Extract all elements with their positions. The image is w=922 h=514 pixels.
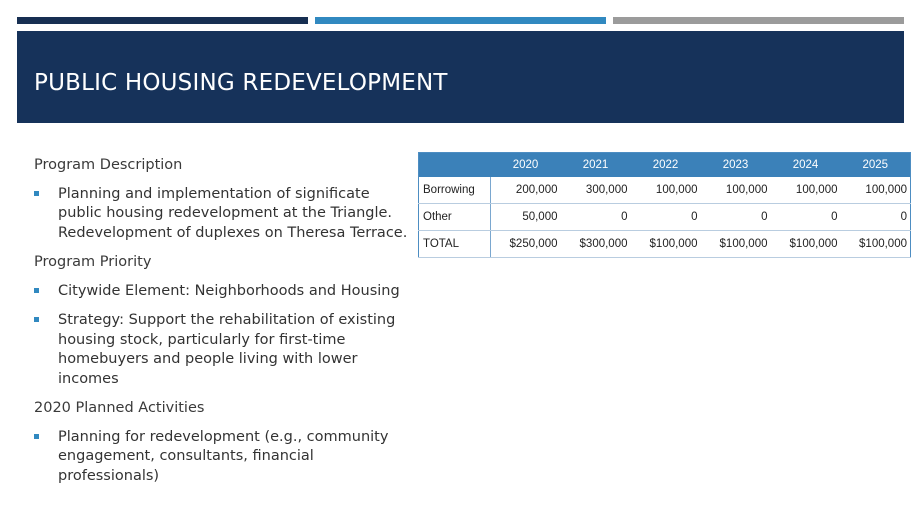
program-priority-list — [34, 282, 414, 390]
table-cell: 0 — [561, 204, 631, 231]
table-cell: $100,000 — [701, 231, 771, 258]
table-cell: 50,000 — [491, 204, 561, 231]
table-cell: 0 — [771, 204, 841, 231]
bullet-square-icon — [34, 317, 39, 322]
table-cell: 0 — [701, 204, 771, 231]
table-header-cell: 2023 — [701, 153, 771, 178]
bullet-text: Citywide Element: Neighborhoods and Housing — [58, 282, 400, 299]
list-item — [34, 282, 414, 302]
table-header-cell: 2020 — [491, 153, 561, 178]
accent-bar-dark — [17, 17, 308, 24]
bullet-square-icon — [34, 434, 39, 439]
bullet-text: Planning for redevelopment (e.g., community engagement, consultants, financial professionals) — [58, 428, 389, 484]
accent-bar-gray — [613, 17, 904, 24]
list-item — [34, 428, 414, 487]
table-header-cell: 2024 — [771, 153, 841, 178]
table-row-label: Other — [419, 204, 491, 231]
table-header-cell: 2021 — [561, 153, 631, 178]
bullet-text: Strategy: Support the rehabilitation of existing housing stock, particularly for first-time homebuyers and people living with lower incomes — [58, 312, 396, 387]
table-cell: $100,000 — [631, 231, 701, 258]
table-cell: 200,000 — [491, 177, 561, 204]
table-cell: $100,000 — [841, 231, 911, 258]
table-header-row — [419, 153, 911, 178]
list-item — [34, 185, 414, 244]
table-header-cell: 2025 — [841, 153, 911, 178]
table-row-total — [419, 231, 911, 258]
table-row-label: Borrowing — [419, 177, 491, 204]
section-heading-program-priority: Program Priority — [34, 254, 152, 270]
table-cell: 100,000 — [841, 177, 911, 204]
bullet-square-icon — [34, 288, 39, 293]
list-item — [34, 311, 414, 389]
table-cell: $100,000 — [771, 231, 841, 258]
table-cell: 0 — [631, 204, 701, 231]
bullet-text: Planning and implementation of significate public housing redevelopment at the Triangle. Redevelopment of duplexes on Theresa Terrace. — [58, 185, 408, 241]
table-cell: $250,000 — [491, 231, 561, 258]
table-cell: 100,000 — [701, 177, 771, 204]
section-heading-program-description: Program Description — [34, 157, 183, 173]
table-cell: 100,000 — [771, 177, 841, 204]
table-row-borrowing — [419, 177, 911, 204]
title-band — [17, 31, 904, 123]
program-details — [34, 156, 414, 496]
table-cell: 0 — [841, 204, 911, 231]
planned-activities-list — [34, 428, 414, 487]
table-row-label: TOTAL — [419, 231, 491, 258]
table-header-cell: 2022 — [631, 153, 701, 178]
slide-title: PUBLIC HOUSING REDEVELOPMENT — [34, 69, 448, 96]
section-heading-planned-activities: 2020 Planned Activities — [34, 400, 205, 416]
funding-table — [418, 152, 911, 258]
table-cell: 300,000 — [561, 177, 631, 204]
funding-table-container — [418, 152, 910, 258]
table-row-other — [419, 204, 911, 231]
accent-bar-blue — [315, 17, 606, 24]
table-header-cell — [419, 153, 491, 178]
program-description-list — [34, 185, 414, 244]
table-cell: $300,000 — [561, 231, 631, 258]
bullet-square-icon — [34, 191, 39, 196]
table-cell: 100,000 — [631, 177, 701, 204]
